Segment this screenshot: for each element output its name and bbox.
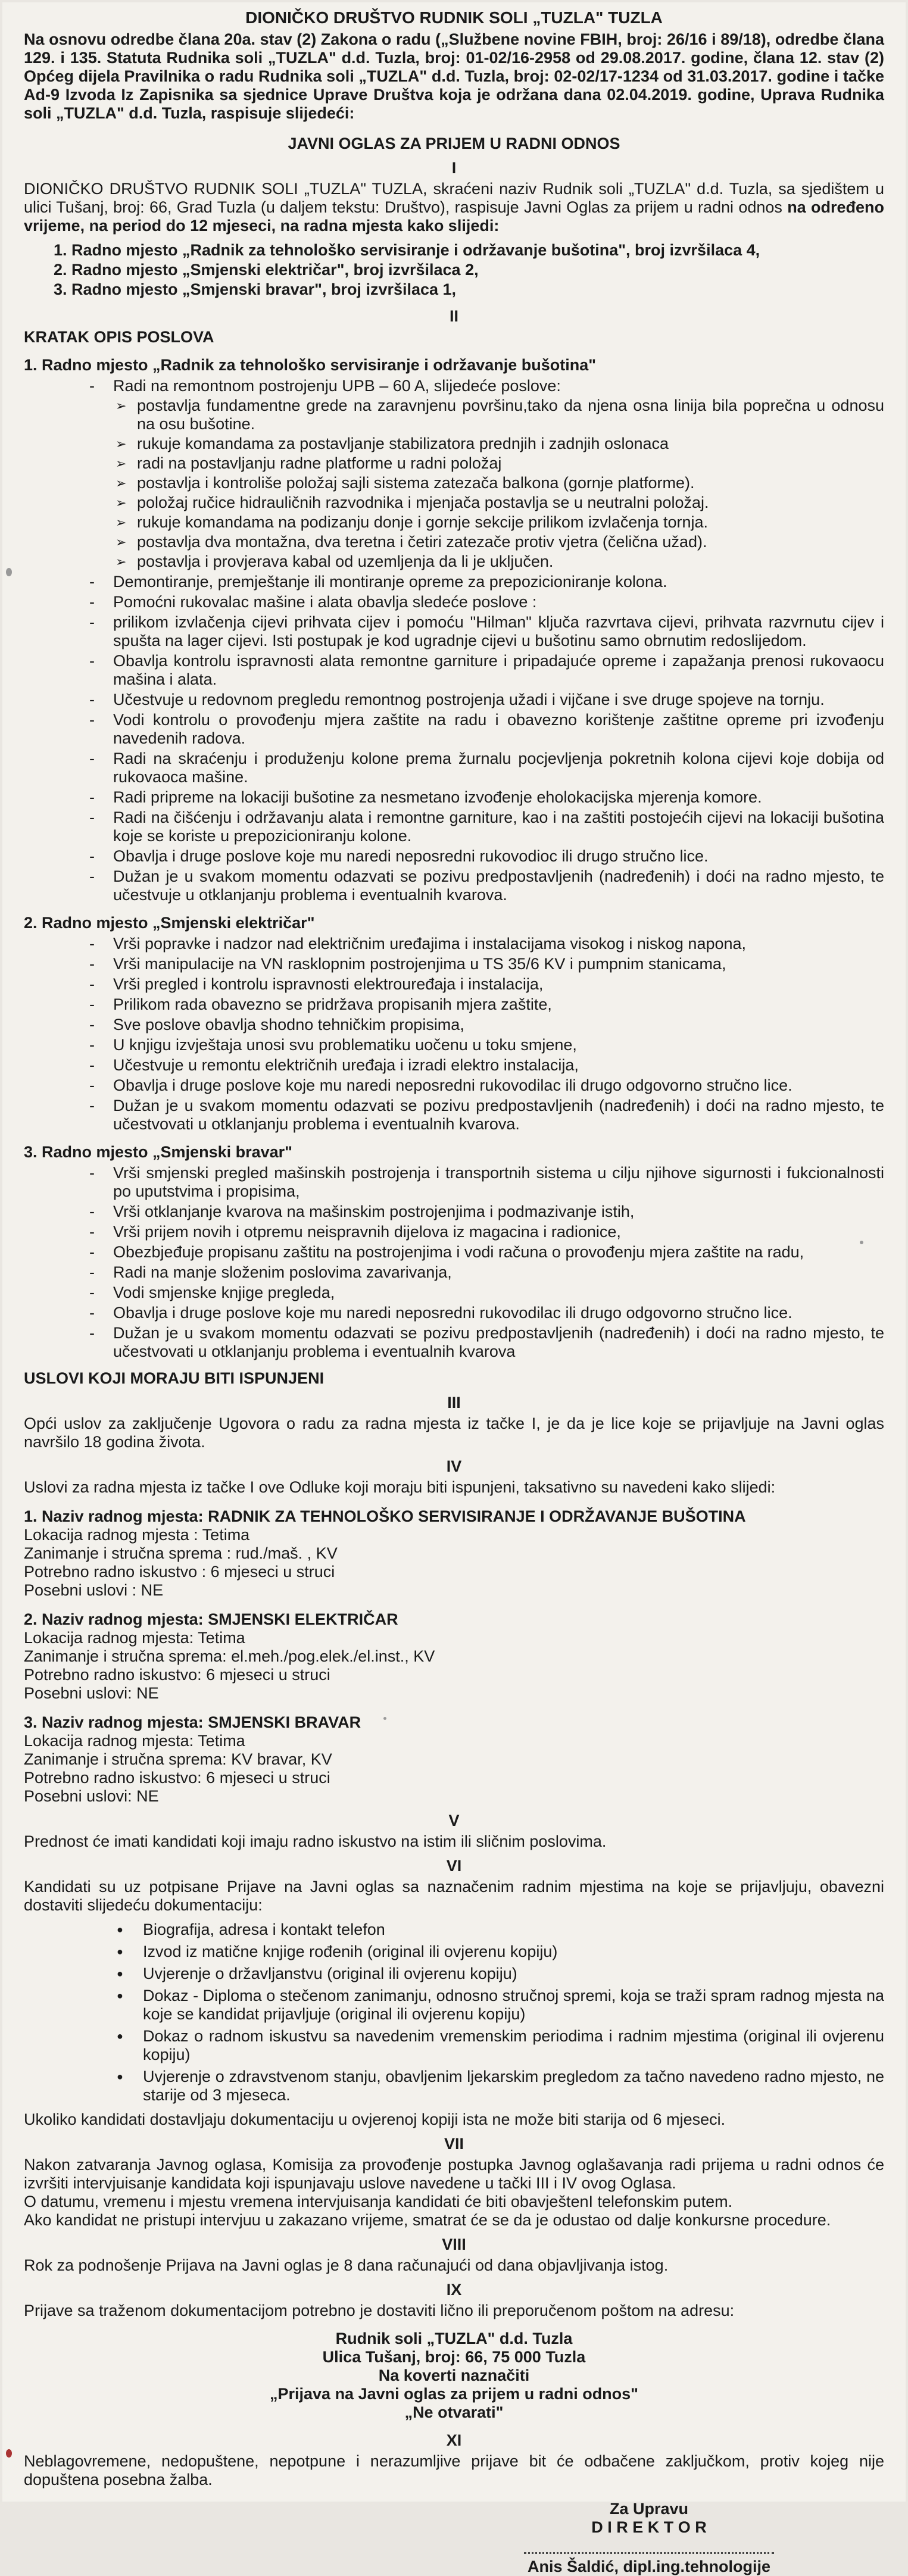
desc1-item: - Radi pripreme na lokaciji bušotine za nesmetano izvođenje eholokacijska mjerenja komore. <box>113 788 884 807</box>
desc1-sub-item: ➢ položaj ručice hidrauličnih razvodnika i mjenjača postavlja se u neutralni položaj. <box>137 494 884 512</box>
document-item: ● Uvjerenje o državljanstvu (original ili ovjerenu kopiju) <box>143 1965 884 1983</box>
desc3-item: - Radi na manje složenim poslovima zavarivanja, <box>113 1263 884 1282</box>
desc1-sub-item: ➢ rukuje komandama za postavljanje stabilizatora prednjih i zadnjih oslonaca <box>137 435 884 453</box>
address-line: Rudnik soli „TUZLA" d.d. Tuzla <box>335 2330 573 2347</box>
uslovi-position-3 <box>24 1713 884 1806</box>
document-item: ● Dokaz o radnom iskustvu sa navedenim vremenskim periodima i radnim mjestima (original ili ovjerenu kopiju) <box>143 2027 884 2064</box>
uslovi-heading: USLOVI KOJI MORAJU BITI ISPUNJENI <box>24 1369 324 1387</box>
document-item: ● Dokaz - Diploma o stečenom zanimanju, odnosno stručnoj spremi, koja se traži spram radnog mjesta na koje se kandidat prijavljuje (original ili ovjerenu kopiju) <box>143 1987 884 2024</box>
uslovi-position-line: Potrebno radno iskustvo: 6 mjeseci u struci <box>24 1769 330 1787</box>
uslovi-position-line: Posebni uslovi: NE <box>24 1684 159 1702</box>
oglas-heading: JAVNI OGLAS ZA PRIJEM U RADNI ODNOS <box>288 135 620 152</box>
desc1-item: - Obavlja kontrolu ispravnosti alata remontne garniture i pripadajuće opreme i zapažanja prenosi rukovaocu mašina i alata. <box>113 652 884 689</box>
roman-numeral-2: II <box>449 307 458 325</box>
desc1-item: - Demontiranje, premještanje ili montiranje opreme za prepozicioniranje kolona. <box>113 573 884 591</box>
document-item: ● Uvjerenje o zdravstvenom stanju, obavljenim ljekarskim pregledom za tačno navedeno radno mjesto, ne starije od 3 mjeseca. <box>143 2068 884 2104</box>
scan-speck <box>6 568 12 576</box>
uslovi-position-line: Zanimanje i stručna sprema: KV bravar, KV <box>24 1750 332 1768</box>
desc2-title: 2. Radno mjesto „Smjenski električar" <box>24 914 315 932</box>
positions-list <box>60 241 884 299</box>
signature-dotted-line <box>524 2552 774 2554</box>
desc1-item: - Dužan je u svakom momentu odazvati se pozivu predpostavljenih (nadređenih) i doći na radno mjesto, te učestvuje u otklanjanju problema i eventualnih kvarova. <box>113 867 884 904</box>
desc1-item: - Pomoćni rukovalac mašine i alata obavlja sledeće poslove : <box>113 593 884 611</box>
scan-speck <box>6 2449 12 2458</box>
uslovi-text-4: Uslovi za radna mjesta iz tačke I ove Odluke koji moraju biti ispunjeni, taksativno su navedeni kako slijedi: <box>24 1478 776 1496</box>
uslovi-position-1 <box>24 1507 884 1600</box>
roman-numeral-1: I <box>451 159 457 177</box>
section-7-text-c: Ako kandidat ne pristupi intervjuu u zakazano vrijeme, smatrat će se da je odustao od dalje konkursne procedure. <box>24 2211 831 2229</box>
desc3-title: 3. Radno mjesto „Smjenski bravar" <box>24 1143 292 1161</box>
uslovi-position-line: Lokacija radnog mjesta: Tetima <box>24 1629 245 1647</box>
desc2-list <box>113 935 884 1134</box>
uslovi-position-title: 1. Naziv radnog mjesta: RADNIK ZA TEHNOLOŠKO SERVISIRANJE I ODRŽAVANJE BUŠOTINA <box>24 1507 746 1525</box>
desc2-item: - Dužan je u svakom momentu odazvati se pozivu predpostavljenih (nadređenih) i doći na radno mjesto, te učestvovati u otklanjanju problema i eventualnih kvarova. <box>113 1097 884 1134</box>
desc3-item: - Vrši smjenski pregled mašinskih postrojenja i transportnih sistema u cilju njihove sigurnosti i fukcionalnosti po uputstvima i propisima, <box>113 1164 884 1201</box>
desc1-item: - prilikom izvlačenja cijevi prihvata cijev i pomoću "Hilman" ključa razvrtava cijevi, prihvata razvrnutu cijev i spušta na lager cijevi. Isti postupak je kod ugradnje cijevi u bušotinu samo obrnutim redoslijedom. <box>113 613 884 650</box>
document-item: ● Izvod iz matične knjige rođenih (original ili ovjerenu kopiju) <box>143 1943 884 1961</box>
desc1-lead-item <box>113 377 884 571</box>
position-item: 1. Radno mjesto „Radnik za tehnološko servisiranje i održavanje bušotina", broj izvršilaca 4, <box>71 241 884 260</box>
section-7-text-b: O datumu, vremenu i mjestu vremena intervjuisanja kandidati će biti obavještenI telefonskim putem. <box>24 2193 733 2210</box>
desc1-item: - Učestvuje u redovnom pregledu remontnog postrojenja užadi i vijčane i sve druge spojeve na tornju. <box>113 691 884 709</box>
company-title: DIONIČKO DRUŠTVO RUDNIK SOLI „TUZLA" TUZLA <box>245 8 663 27</box>
job-advertisement-document <box>2 2 906 2575</box>
desc1-sub-item: ➢ rukuje komandama na podizanju donje i gornje sekcije prilikom izvlačenja tornja. <box>137 513 884 532</box>
desc3-item: - Obezbjeđuje propisanu zaštitu na postrojenjima i vodi računa o provođenju mjera zaštite na radu, <box>113 1243 884 1262</box>
position-item: 2. Radno mjesto „Smjenski električar", broj izvršilaca 2, <box>71 261 884 279</box>
section-9-text: Prijave sa traženom dokumentacijom potrebno je dostaviti lično ili preporučenom poštom na adresu: <box>24 2302 735 2319</box>
desc1-list <box>113 377 884 904</box>
document-item: ● Biografija, adresa i kontakt telefon <box>143 1921 884 1939</box>
roman-numeral-9: IX <box>446 2281 462 2299</box>
roman-numeral-11: XI <box>446 2431 462 2449</box>
desc1-sub-item: ➢ postavlja dva montažna, dva teretna i četiri zatezače protiv vjetra (čelična užad). <box>137 533 884 551</box>
oglas-paragraph-1 <box>24 180 884 235</box>
desc3-item: - Dužan je u svakom momentu odazvati se pozivu predpostavljenih (nadređenih) i doći na radno mjesto, te učestvovati u otklanjanju problema i eventualnih kvarova <box>113 1324 884 1361</box>
signature-name: Anis Šaldić, dipl.ing.tehnologije <box>527 2558 771 2575</box>
desc1-sub-item: ➢ postavlja i kontroliše položaj sajli sistema zatezača balkona (gornje platforme). <box>137 474 884 492</box>
desc1-item: - Radi na skraćenju i produženju kolone prema žurnalu pocjevljenja pokretnih kolona cijevi koje dobija od rukovaoca mašine. <box>113 750 884 786</box>
address-line: Na koverti naznačiti <box>378 2366 530 2384</box>
desc3-item: - Vodi smjenske knjige pregleda, <box>113 1284 884 1302</box>
desc1-sublist <box>137 396 884 571</box>
roman-numeral-8: VIII <box>442 2235 466 2253</box>
uslovi-position-title: 2. Naziv radnog mjesta: SMJENSKI ELEKTRIČAR <box>24 1610 398 1628</box>
section-8-text: Rok za podnošenje Prijava na Javni oglas je 8 dana računajući od dana objavljivanja istog. <box>24 2256 669 2274</box>
uslovi-position-line: Lokacija radnog mjesta : Tetima <box>24 1526 250 1544</box>
position-item: 3. Radno mjesto „Smjenski bravar", broj izvršilaca 1, <box>71 280 884 299</box>
section-6-text: Kandidati su uz potpisane Prijave na Javni oglas sa naznačenim radnim mjestima na koje se prijavljuju, obavezni dostaviti slijedeću dokumentaciju: <box>24 1878 884 1914</box>
uslovi-position-line: Zanimanje i stručna sprema : rud./maš. , KV <box>24 1544 338 1562</box>
uslovi-text-3: Opći uslov za zaključenje Ugovora o radu za radna mjesta iz tačke I, je da je lice koje se prijavljuje na Javni oglas navršilo 18 godina života. <box>24 1415 884 1451</box>
uslovi-position-line: Zanimanje i stručna sprema: el.meh./pog.elek./el.inst., KV <box>24 1647 435 1665</box>
roman-numeral-7: VII <box>444 2135 464 2153</box>
address-line: „Ne otvarati" <box>404 2403 504 2421</box>
desc2-item: - Vrši popravke i nadzor nad električnim uređajima i instalacijama visokog i niskog napona, <box>113 935 884 953</box>
uslovi-position-line: Posebni uslovi : NE <box>24 1581 164 1599</box>
section-11-text: Neblagovremene, nedopuštene, nepotpune i nerazumljive prijave bit će odbačene zaključkom, protiv kojeg nije dopuštena posebna žalba. <box>24 2452 884 2488</box>
desc2-item: - Prilikom rada obavezno se pridržava propisanih mjera zaštite, <box>113 995 884 1014</box>
desc2-item: - Vrši manipulacije na VN rasklopnim postrojenjima u TS 35/6 KV i pumpnim stanicama, <box>113 955 884 973</box>
scan-speck <box>383 1717 386 1720</box>
desc2-item: - U knjigu izvještaja unosi svu problematiku uočenu u toku smjene, <box>113 1036 884 1054</box>
roman-numeral-4: IV <box>446 1457 462 1475</box>
oglas-text-bold: na određeno vrijeme, na period do 12 mjeseci, na radna mjesta kako slijedi: <box>24 198 884 235</box>
signature-line-1: Za Upravu <box>609 2500 689 2518</box>
desc3-item: - Vrši prijem novih i otpremu neispravnih dijelova iz magacina i radionice, <box>113 1223 884 1241</box>
uslovi-position-line: Potrebno radno iskustvo: 6 mjeseci u struci <box>24 1666 330 1684</box>
mailing-address <box>24 2330 884 2422</box>
desc1-sub-item: ➢ postavlja i provjerava kabal od uzemljenja da li je uključen. <box>137 552 884 571</box>
desc3-item: - Vrši otklanjanje kvarova na mašinskim postrojenjima i podmazivanje istih, <box>113 1203 884 1221</box>
desc1-sub-item: ➢ postavlja fundamentne grede na zaravnjenu površinu,tako da njena osna linija bila poprečna u odnosu na osu bušotine. <box>137 396 884 433</box>
desc1-item: - Obavlja i druge poslove koje mu naredi neposredni rukovodioc ili drugo stručno lice. <box>113 847 884 866</box>
desc3-item: - Obavlja i druge poslove koje mu naredi neposredni rukovodilac ili drugo odgovorno stručno lice. <box>113 1304 884 1322</box>
uslovi-position-line: Posebni uslovi: NE <box>24 1787 159 1805</box>
legal-intro: Na osnovu odredbe člana 20a. stav (2) Zakona o radu („Službene novine FBIH, broj: 26/16 i 89/18), odredbe člana 129. i 135. Statuta Rudnika soli „TUZLA" d.d. Tuzla, broj: 01-02/16-2958 od 29.08.2017. godine, člana 12. stav (2) Općeg dijela Pravilnika o radu Rudnika soli „TUZLA" d.d. Tuzla, broj: 02-02/17-1234 od 31.03.2017. godine i tačke Ad-9 Izvoda Iz Zapisnika sa sjednice Uprave Društva koja je održana dana 02.04.2019. godine, Uprava Rudnika soli „TUZLA" d.d. Tuzla, raspisuje slijedeći: <box>24 30 884 122</box>
desc2-item: - Učestvuje u remontu električnih uređaja i izradi elektro instalacija, <box>113 1056 884 1075</box>
desc1-lead: Radi na remontnom postrojenju UPB – 60 A, slijedeće poslove: <box>113 377 561 395</box>
roman-numeral-6: VI <box>446 1857 462 1875</box>
roman-numeral-3: III <box>447 1394 461 1412</box>
oglas-text-start: DIONIČKO DRUŠTVO RUDNIK SOLI „TUZLA" TUZLA, skraćeni naziv Rudnik soli „TUZLA" d.d. Tuzla, sa sjedištem u ulici Tušanj, broj: 66, Grad Tuzla (u daljem tekstu: Društvo), raspisuje Javni Oglas za prijem u radni odnos <box>24 180 884 216</box>
section-5-text: Prednost će imati kandidati koji imaju radno iskustvo na istim ili sličnim poslovima. <box>24 1832 607 1850</box>
desc1-item: - Vodi kontrolu o provođenju mjera zaštite na radu i obavezno korištenje zaštitne opreme pri izvođenju navedenih radova. <box>113 711 884 748</box>
desc3-list <box>113 1164 884 1361</box>
uslovi-position-line: Potrebno radno iskustvo : 6 mjeseci u struci <box>24 1563 335 1581</box>
scan-speck <box>860 1241 863 1244</box>
desc1-sub-item: ➢ radi na postavljanju radne platforme u radni položaj <box>137 454 884 473</box>
desc2-item: - Obavlja i druge poslove koje mu naredi neposredni rukovodilac ili drugo odgovorno stručno lice. <box>113 1076 884 1095</box>
desc2-item: - Vrši pregled i kontrolu ispravnosti elektrouređaja i instalacija, <box>113 975 884 994</box>
signature-block <box>524 2500 774 2576</box>
desc1-item: - Radi na čišćenju i održavanju alata i remontne garniture, kao i na zaštiti postojećih cijevi na lokaciji bušotina koje se koriste u prepozicioniranju kolone. <box>113 808 884 845</box>
uslovi-position-2 <box>24 1610 884 1703</box>
section-7-text: Nakon zatvaranja Javnog oglasa, Komisija za provođenje postupka Javnog oglašavanja radi prijema u radni odnos će izvršiti intervjuisanje kandidata koji ispunjavaju uslove navedene u tački III i IV ovog Oglasa. <box>24 2156 884 2192</box>
uslovi-position-title: 3. Naziv radnog mjesta: SMJENSKI BRAVAR <box>24 1713 361 1731</box>
kratak-opis-heading: KRATAK OPIS POSLOVA <box>24 328 214 346</box>
uslovi-position-line: Lokacija radnog mjesta: Tetima <box>24 1732 245 1750</box>
signature-line-2: D I R E K T O R <box>591 2518 707 2536</box>
section-6-note: Ukoliko kandidati dostavljaju dokumentaciju u ovjerenoj kopiji ista ne može biti starija od 6 mjeseci. <box>24 2110 726 2128</box>
desc2-item: - Sve poslove obavlja shodno tehničkim propisima, <box>113 1016 884 1034</box>
documents-list <box>143 1921 884 2104</box>
address-line: „Prijava na Javni oglas za prijem u radni odnos" <box>270 2385 638 2403</box>
address-line: Ulica Tušanj, broj: 66, 75 000 Tuzla <box>322 2348 586 2366</box>
roman-numeral-5: V <box>448 1812 460 1829</box>
desc1-title: 1. Radno mjesto „Radnik za tehnološko servisiranje i održavanje bušotina" <box>24 356 597 374</box>
